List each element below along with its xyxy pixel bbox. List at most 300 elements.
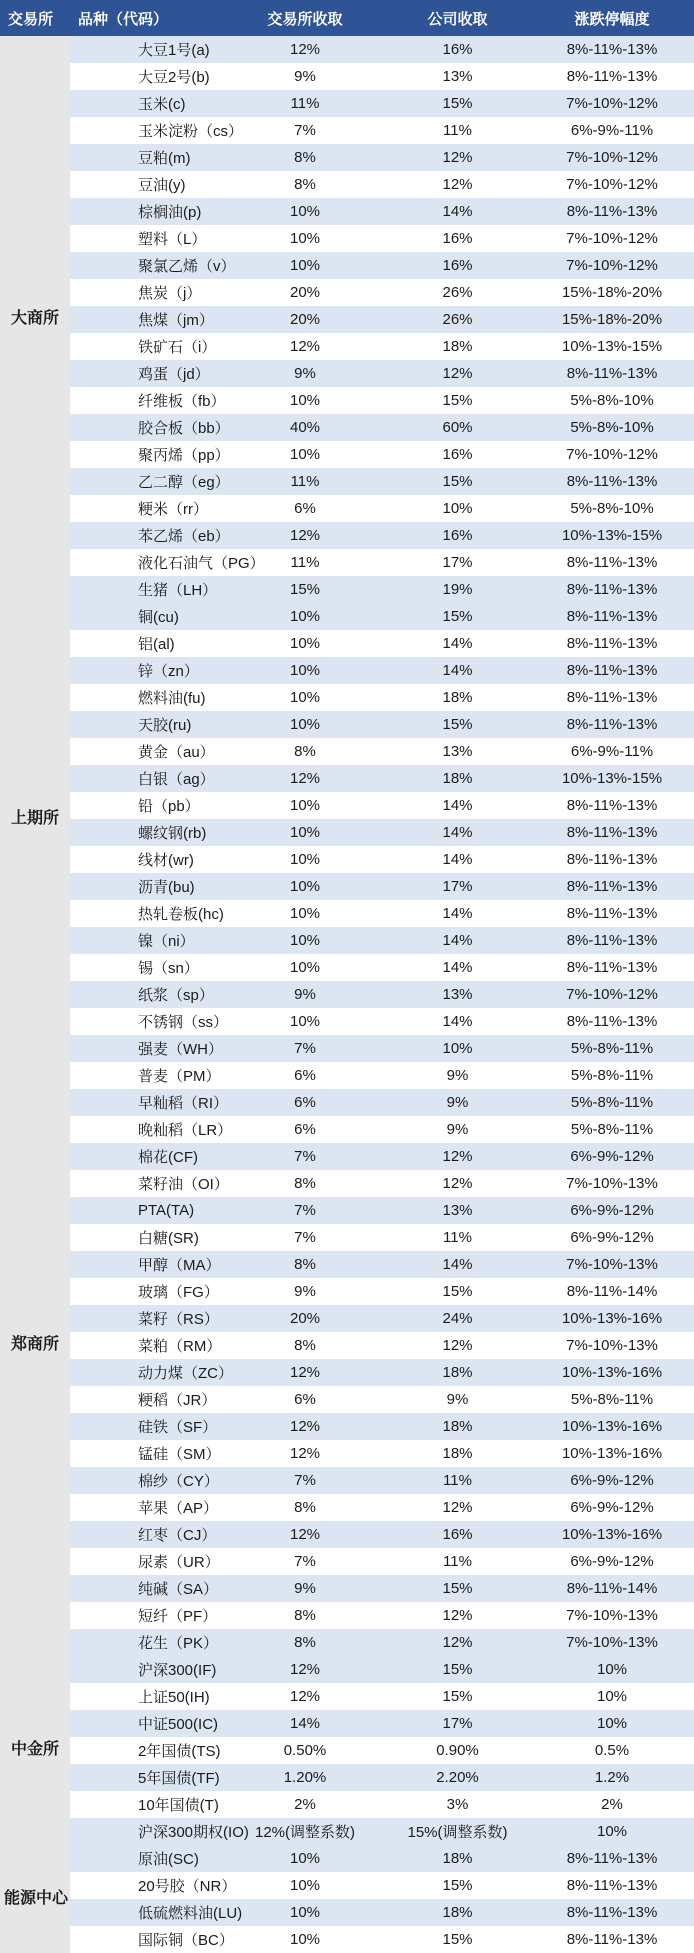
variety-cell: 乙二醇（eg） <box>70 468 225 495</box>
company-fee-cell: 10% <box>385 495 530 522</box>
variety-cell: 白糖(SR) <box>70 1224 225 1251</box>
variety-cell: 玉米(c) <box>70 90 225 117</box>
variety-cell: 粳米（rr） <box>70 495 225 522</box>
table-row <box>0 792 694 819</box>
variety-cell: 粳稻（JR） <box>70 1386 225 1413</box>
variety-cell: 强麦（WH） <box>70 1035 225 1062</box>
exchange-fee-cell: 12% <box>225 522 385 549</box>
table-row <box>0 657 694 684</box>
variety-cell: 苹果（AP） <box>70 1494 225 1521</box>
table-row <box>0 1710 694 1737</box>
price-limit-cell: 10% <box>530 1818 694 1845</box>
table-row <box>0 1872 694 1899</box>
variety-cell: 线材(wr) <box>70 846 225 873</box>
company-fee-cell: 16% <box>385 1521 530 1548</box>
price-limit-cell: 5%-8%-11% <box>530 1089 694 1116</box>
exchange-fee-cell: 11% <box>225 90 385 117</box>
price-limit-cell: 8%-11%-13% <box>530 1926 694 1953</box>
company-fee-cell: 15% <box>385 711 530 738</box>
price-limit-cell: 7%-10%-13% <box>530 1629 694 1656</box>
column-header-variety: 品种（代码） <box>70 0 225 36</box>
exchange-fee-cell: 12% <box>225 1440 385 1467</box>
price-limit-cell: 8%-11%-13% <box>530 603 694 630</box>
table-row <box>0 1062 694 1089</box>
table-row <box>0 1251 694 1278</box>
price-limit-cell: 8%-11%-13% <box>530 630 694 657</box>
variety-cell: 动力煤（ZC） <box>70 1359 225 1386</box>
price-limit-cell: 6%-9%-12% <box>530 1197 694 1224</box>
price-limit-cell: 10%-13%-15% <box>530 765 694 792</box>
price-limit-cell: 8%-11%-13% <box>530 873 694 900</box>
company-fee-cell: 18% <box>385 1359 530 1386</box>
table-row <box>0 981 694 1008</box>
variety-cell: 尿素（UR） <box>70 1548 225 1575</box>
table-row <box>0 1440 694 1467</box>
table-row <box>0 360 694 387</box>
variety-cell: 低硫燃料油(LU) <box>70 1899 225 1926</box>
price-limit-cell: 5%-8%-10% <box>530 387 694 414</box>
variety-cell: 豆粕(m) <box>70 144 225 171</box>
table-row <box>0 1413 694 1440</box>
variety-cell: 锡（sn） <box>70 954 225 981</box>
exchange-fee-cell: 12% <box>225 765 385 792</box>
table-row <box>0 333 694 360</box>
price-limit-cell: 8%-11%-13% <box>530 657 694 684</box>
price-limit-cell: 8%-11%-13% <box>530 198 694 225</box>
variety-cell: 铜(cu) <box>70 603 225 630</box>
price-limit-cell: 10%-13%-15% <box>530 333 694 360</box>
table-row <box>0 522 694 549</box>
price-limit-cell: 5%-8%-11% <box>530 1062 694 1089</box>
exchange-fee-cell: 20% <box>225 306 385 333</box>
table-row <box>0 63 694 90</box>
variety-cell: 20号胶（NR） <box>70 1872 225 1899</box>
price-limit-cell: 8%-11%-13% <box>530 576 694 603</box>
price-limit-cell: 10%-13%-16% <box>530 1413 694 1440</box>
variety-cell: 中证500(IC) <box>70 1710 225 1737</box>
exchange-fee-cell: 11% <box>225 468 385 495</box>
price-limit-cell: 7%-10%-12% <box>530 225 694 252</box>
exchange-fee-cell: 8% <box>225 1629 385 1656</box>
exchange-fee-cell: 6% <box>225 495 385 522</box>
price-limit-cell: 8%-11%-13% <box>530 819 694 846</box>
company-fee-cell: 18% <box>385 1413 530 1440</box>
price-limit-cell: 8%-11%-14% <box>530 1575 694 1602</box>
table-row <box>0 1305 694 1332</box>
exchange-fee-cell: 6% <box>225 1116 385 1143</box>
table-row <box>0 198 694 225</box>
table-row <box>0 414 694 441</box>
table-row <box>0 819 694 846</box>
exchange-fee-cell: 10% <box>225 1899 385 1926</box>
price-limit-cell: 8%-11%-13% <box>530 792 694 819</box>
table-row <box>0 387 694 414</box>
company-fee-cell: 11% <box>385 1467 530 1494</box>
exchange-name-cell: 上期所 <box>0 603 70 1035</box>
price-limit-cell: 8%-11%-13% <box>530 954 694 981</box>
company-fee-cell: 26% <box>385 279 530 306</box>
price-limit-cell: 8%-11%-13% <box>530 684 694 711</box>
table-row <box>0 1737 694 1764</box>
price-limit-cell: 7%-10%-12% <box>530 144 694 171</box>
price-limit-cell: 6%-9%-12% <box>530 1548 694 1575</box>
exchange-fee-cell: 8% <box>225 171 385 198</box>
exchange-fee-cell: 0.50% <box>225 1737 385 1764</box>
price-limit-cell: 8%-11%-13% <box>530 360 694 387</box>
variety-cell: 苯乙烯（eb） <box>70 522 225 549</box>
price-limit-cell: 5%-8%-10% <box>530 414 694 441</box>
exchange-fee-cell: 12% <box>225 1656 385 1683</box>
variety-cell: 塑料（L） <box>70 225 225 252</box>
company-fee-cell: 11% <box>385 1224 530 1251</box>
price-limit-cell: 10%-13%-16% <box>530 1359 694 1386</box>
table-row <box>0 1494 694 1521</box>
company-fee-cell: 15% <box>385 1926 530 1953</box>
exchange-fee-cell: 40% <box>225 414 385 441</box>
price-limit-cell: 5%-8%-11% <box>530 1035 694 1062</box>
exchange-fee-cell: 9% <box>225 1575 385 1602</box>
company-fee-cell: 16% <box>385 522 530 549</box>
company-fee-cell: 24% <box>385 1305 530 1332</box>
exchange-fee-cell: 15% <box>225 576 385 603</box>
exchange-fee-cell: 6% <box>225 1089 385 1116</box>
exchange-fee-cell: 10% <box>225 657 385 684</box>
company-fee-cell: 18% <box>385 1440 530 1467</box>
price-limit-cell: 10% <box>530 1683 694 1710</box>
exchange-name-cell: 中金所 <box>0 1656 70 1845</box>
exchange-fee-cell: 10% <box>225 1845 385 1872</box>
variety-cell: 铅（pb） <box>70 792 225 819</box>
table-row <box>0 1818 694 1845</box>
variety-cell: 大豆1号(a) <box>70 36 225 63</box>
exchange-fee-cell: 8% <box>225 1494 385 1521</box>
variety-cell: 原油(SC) <box>70 1845 225 1872</box>
variety-cell: 纤维板（fb） <box>70 387 225 414</box>
table-row <box>0 1656 694 1683</box>
table-row <box>0 1332 694 1359</box>
variety-cell: 花生（PK） <box>70 1629 225 1656</box>
price-limit-cell: 1.2% <box>530 1764 694 1791</box>
variety-cell: 玉米淀粉（cs） <box>70 117 225 144</box>
exchange-fee-cell: 9% <box>225 981 385 1008</box>
price-limit-cell: 0.5% <box>530 1737 694 1764</box>
table-row <box>0 1008 694 1035</box>
exchange-fee-cell: 10% <box>225 630 385 657</box>
exchange-fee-cell: 12% <box>225 36 385 63</box>
exchange-fee-cell: 7% <box>225 1467 385 1494</box>
variety-cell: 聚丙烯（pp） <box>70 441 225 468</box>
variety-cell: 大豆2号(b) <box>70 63 225 90</box>
variety-cell: 纯碱（SA） <box>70 1575 225 1602</box>
variety-cell: 10年国债(T) <box>70 1791 225 1818</box>
exchange-fee-cell: 2% <box>225 1791 385 1818</box>
table-row <box>0 1197 694 1224</box>
price-limit-cell: 7%-10%-12% <box>530 441 694 468</box>
exchange-fee-cell: 14% <box>225 1710 385 1737</box>
price-limit-cell: 8%-11%-13% <box>530 1008 694 1035</box>
price-limit-cell: 6%-9%-12% <box>530 1143 694 1170</box>
column-header-limit: 涨跌停幅度 <box>530 0 694 36</box>
exchange-fee-cell: 7% <box>225 1224 385 1251</box>
company-fee-cell: 14% <box>385 792 530 819</box>
variety-cell: 铝(al) <box>70 630 225 657</box>
exchange-fee-cell: 10% <box>225 684 385 711</box>
exchange-fee-cell: 10% <box>225 225 385 252</box>
header-row <box>0 0 694 36</box>
company-fee-cell: 14% <box>385 1008 530 1035</box>
table-row <box>0 1467 694 1494</box>
company-fee-cell: 9% <box>385 1386 530 1413</box>
company-fee-cell: 12% <box>385 1170 530 1197</box>
variety-cell: 锌（zn） <box>70 657 225 684</box>
company-fee-cell: 18% <box>385 765 530 792</box>
table-row <box>0 144 694 171</box>
variety-cell: 锰硅（SM） <box>70 1440 225 1467</box>
price-limit-cell: 10%-13%-15% <box>530 522 694 549</box>
company-fee-cell: 15% <box>385 1656 530 1683</box>
table-row <box>0 738 694 765</box>
exchange-fee-cell: 12% <box>225 1359 385 1386</box>
variety-cell: 甲醇（MA） <box>70 1251 225 1278</box>
exchange-fee-cell: 10% <box>225 711 385 738</box>
table-row <box>0 1089 694 1116</box>
company-fee-cell: 16% <box>385 252 530 279</box>
exchange-fee-cell: 10% <box>225 900 385 927</box>
exchange-fee-cell: 12% <box>225 1683 385 1710</box>
company-fee-cell: 14% <box>385 657 530 684</box>
company-fee-cell: 14% <box>385 954 530 981</box>
price-limit-cell: 7%-10%-13% <box>530 1170 694 1197</box>
price-limit-cell: 8%-11%-13% <box>530 1845 694 1872</box>
company-fee-cell: 9% <box>385 1116 530 1143</box>
company-fee-cell: 18% <box>385 1899 530 1926</box>
variety-cell: 菜籽（RS） <box>70 1305 225 1332</box>
exchange-fee-cell: 20% <box>225 279 385 306</box>
variety-cell: 棉花(CF) <box>70 1143 225 1170</box>
price-limit-cell: 5%-8%-11% <box>530 1116 694 1143</box>
column-header-exchange: 交易所 <box>0 0 70 36</box>
company-fee-cell: 60% <box>385 414 530 441</box>
exchange-fee-cell: 9% <box>225 1278 385 1305</box>
exchange-fee-cell: 6% <box>225 1386 385 1413</box>
table-row <box>0 630 694 657</box>
exchange-fee-cell: 10% <box>225 1872 385 1899</box>
table-row <box>0 1575 694 1602</box>
exchange-fee-cell: 9% <box>225 360 385 387</box>
table-row <box>0 1386 694 1413</box>
exchange-fee-cell: 8% <box>225 1602 385 1629</box>
table-row <box>0 846 694 873</box>
company-fee-cell: 18% <box>385 684 530 711</box>
company-fee-cell: 14% <box>385 846 530 873</box>
exchange-fee-cell: 10% <box>225 927 385 954</box>
company-fee-cell: 15% <box>385 1872 530 1899</box>
exchange-fee-cell: 7% <box>225 1197 385 1224</box>
table-row <box>0 1764 694 1791</box>
table-row <box>0 873 694 900</box>
price-limit-cell: 2% <box>530 1791 694 1818</box>
company-fee-cell: 12% <box>385 360 530 387</box>
company-fee-cell: 17% <box>385 873 530 900</box>
table-row <box>0 1143 694 1170</box>
price-limit-cell: 7%-10%-13% <box>530 1332 694 1359</box>
table-row <box>0 225 694 252</box>
exchange-fee-cell: 7% <box>225 1035 385 1062</box>
variety-cell: 沪深300(IF) <box>70 1656 225 1683</box>
company-fee-cell: 12% <box>385 1332 530 1359</box>
table-row <box>0 252 694 279</box>
price-limit-cell: 15%-18%-20% <box>530 279 694 306</box>
table-row <box>0 1278 694 1305</box>
table-row <box>0 927 694 954</box>
price-limit-cell: 10%-13%-16% <box>530 1305 694 1332</box>
company-fee-cell: 9% <box>385 1089 530 1116</box>
company-fee-cell: 15% <box>385 603 530 630</box>
variety-cell: 白银（ag） <box>70 765 225 792</box>
company-fee-cell: 15% <box>385 1278 530 1305</box>
company-fee-cell: 12% <box>385 144 530 171</box>
variety-cell: 2年国债(TS) <box>70 1737 225 1764</box>
variety-cell: 沥青(bu) <box>70 873 225 900</box>
company-fee-cell: 11% <box>385 117 530 144</box>
price-limit-cell: 7%-10%-13% <box>530 1602 694 1629</box>
price-limit-cell: 5%-8%-10% <box>530 495 694 522</box>
exchange-fee-cell: 7% <box>225 1143 385 1170</box>
table-row <box>0 1116 694 1143</box>
variety-cell: PTA(TA) <box>70 1197 225 1224</box>
company-fee-cell: 13% <box>385 738 530 765</box>
price-limit-cell: 5%-8%-11% <box>530 1386 694 1413</box>
variety-cell: 棉纱（CY） <box>70 1467 225 1494</box>
company-fee-cell: 12% <box>385 1494 530 1521</box>
company-fee-cell: 14% <box>385 198 530 225</box>
table-header <box>0 0 694 36</box>
company-fee-cell: 9% <box>385 1062 530 1089</box>
exchange-fee-cell: 8% <box>225 1251 385 1278</box>
company-fee-cell: 15% <box>385 90 530 117</box>
company-fee-cell: 16% <box>385 441 530 468</box>
table-row <box>0 900 694 927</box>
table-row <box>0 576 694 603</box>
price-limit-cell: 8%-11%-13% <box>530 468 694 495</box>
company-fee-cell: 0.90% <box>385 1737 530 1764</box>
company-fee-cell: 17% <box>385 549 530 576</box>
price-limit-cell: 6%-9%-12% <box>530 1467 694 1494</box>
price-limit-cell: 7%-10%-12% <box>530 90 694 117</box>
variety-cell: 硅铁（SF） <box>70 1413 225 1440</box>
variety-cell: 沪深300期权(IO) <box>70 1818 225 1845</box>
price-limit-cell: 7%-10%-12% <box>530 252 694 279</box>
company-fee-cell: 14% <box>385 927 530 954</box>
exchange-name-cell: 大商所 <box>0 36 70 603</box>
exchange-fee-cell: 8% <box>225 1332 385 1359</box>
company-fee-cell: 13% <box>385 63 530 90</box>
variety-cell: 短纤（PF） <box>70 1602 225 1629</box>
price-limit-cell: 8%-11%-13% <box>530 549 694 576</box>
exchange-fee-cell: 10% <box>225 603 385 630</box>
price-limit-cell: 6%-9%-11% <box>530 117 694 144</box>
company-fee-cell: 12% <box>385 1602 530 1629</box>
company-fee-cell: 19% <box>385 576 530 603</box>
variety-cell: 菜粕（RM） <box>70 1332 225 1359</box>
exchange-fee-cell: 10% <box>225 846 385 873</box>
price-limit-cell: 10%-13%-16% <box>530 1521 694 1548</box>
variety-cell: 晚籼稻（LR） <box>70 1116 225 1143</box>
variety-cell: 螺纹钢(rb) <box>70 819 225 846</box>
table-row <box>0 117 694 144</box>
company-fee-cell: 2.20% <box>385 1764 530 1791</box>
price-limit-cell: 15%-18%-20% <box>530 306 694 333</box>
variety-cell: 燃料油(fu) <box>70 684 225 711</box>
company-fee-cell: 18% <box>385 1845 530 1872</box>
exchange-fee-cell: 1.20% <box>225 1764 385 1791</box>
company-fee-cell: 15% <box>385 387 530 414</box>
exchange-fee-cell: 7% <box>225 117 385 144</box>
exchange-fee-cell: 10% <box>225 1926 385 1953</box>
exchange-name-cell: 郑商所 <box>0 1035 70 1656</box>
variety-cell: 早籼稻（RI） <box>70 1089 225 1116</box>
exchange-fee-cell: 10% <box>225 954 385 981</box>
exchange-fee-cell: 10% <box>225 198 385 225</box>
exchange-fee-cell: 10% <box>225 252 385 279</box>
price-limit-cell: 8%-11%-13% <box>530 36 694 63</box>
company-fee-cell: 15% <box>385 1683 530 1710</box>
exchange-fee-cell: 12% <box>225 333 385 360</box>
company-fee-cell: 14% <box>385 630 530 657</box>
company-fee-cell: 11% <box>385 1548 530 1575</box>
exchange-fee-cell: 9% <box>225 63 385 90</box>
table-row <box>0 1602 694 1629</box>
table-row <box>0 171 694 198</box>
table-row <box>0 549 694 576</box>
variety-cell: 热轧卷板(hc) <box>70 900 225 927</box>
variety-cell: 棕榈油(p) <box>70 198 225 225</box>
table-row <box>0 1629 694 1656</box>
variety-cell: 黄金（au） <box>70 738 225 765</box>
table-row <box>0 1845 694 1872</box>
exchange-fee-cell: 11% <box>225 549 385 576</box>
variety-cell: 菜籽油（OI） <box>70 1170 225 1197</box>
variety-cell: 聚氯乙烯（v） <box>70 252 225 279</box>
column-header-exchange-fee: 交易所收取 <box>225 0 385 36</box>
company-fee-cell: 14% <box>385 819 530 846</box>
price-limit-cell: 7%-10%-12% <box>530 171 694 198</box>
exchange-fee-cell: 7% <box>225 1548 385 1575</box>
company-fee-cell: 16% <box>385 225 530 252</box>
variety-cell: 不锈钢（ss） <box>70 1008 225 1035</box>
exchange-fee-cell: 10% <box>225 792 385 819</box>
company-fee-cell: 26% <box>385 306 530 333</box>
table-row <box>0 684 694 711</box>
price-limit-cell: 8%-11%-13% <box>530 63 694 90</box>
table-row <box>0 1899 694 1926</box>
exchange-fee-cell: 10% <box>225 387 385 414</box>
table-row <box>0 36 694 63</box>
company-fee-cell: 15% <box>385 468 530 495</box>
variety-cell: 焦炭（j） <box>70 279 225 306</box>
variety-cell: 国际铜（BC） <box>70 1926 225 1953</box>
table-row <box>0 90 694 117</box>
price-limit-cell: 8%-11%-13% <box>530 1899 694 1926</box>
column-header-company-fee: 公司收取 <box>385 0 530 36</box>
variety-cell: 镍（ni） <box>70 927 225 954</box>
variety-cell: 纸浆（sp） <box>70 981 225 1008</box>
exchange-fee-cell: 6% <box>225 1062 385 1089</box>
table-row <box>0 441 694 468</box>
price-limit-cell: 8%-11%-13% <box>530 900 694 927</box>
company-fee-cell: 18% <box>385 333 530 360</box>
variety-cell: 豆油(y) <box>70 171 225 198</box>
